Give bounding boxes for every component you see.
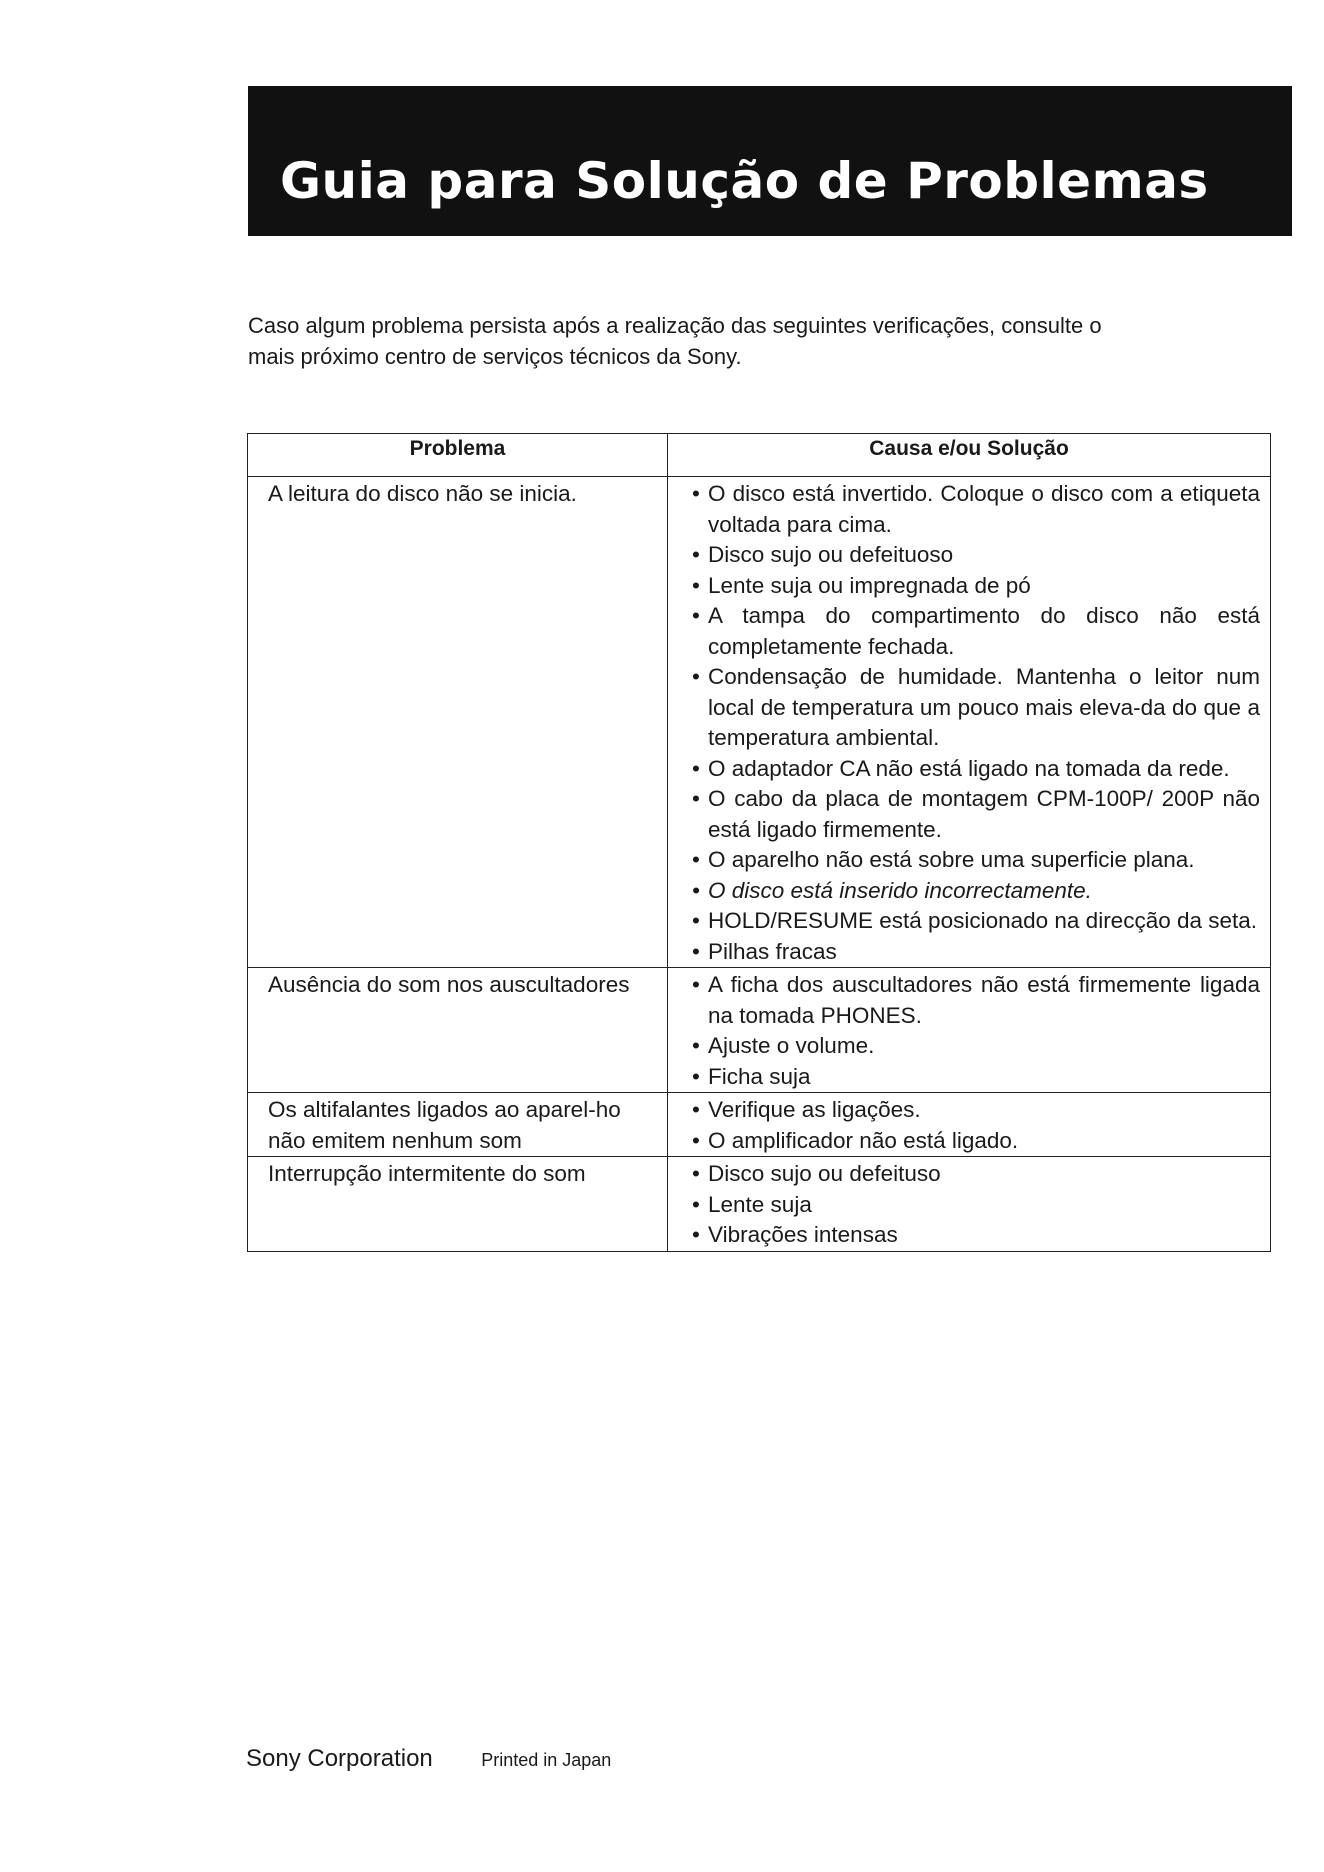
list-item: • A tampa do compartimento do disco não está completamente fechada. — [692, 601, 1260, 662]
solution-cell — [668, 477, 1271, 968]
list-item: • Verifique as ligações. — [692, 1095, 1260, 1126]
page-title: Guia para Solução de Problemas — [280, 152, 1209, 210]
solution-list — [692, 970, 1260, 1092]
list-item: • Lente suja ou impregnada de pó — [692, 571, 1260, 602]
list-item: • Pilhas fracas — [692, 937, 1260, 968]
troubleshooting-table — [247, 433, 1271, 1252]
header-problem: Problema — [248, 434, 668, 477]
table-row — [248, 968, 1271, 1093]
header-solution: Causa e/ou Solução — [668, 434, 1271, 477]
solution-cell — [668, 1157, 1271, 1252]
footer — [246, 1745, 611, 1773]
solution-list — [692, 1159, 1260, 1251]
table-header-row — [248, 434, 1271, 477]
table-row — [248, 1157, 1271, 1252]
list-item: • HOLD/RESUME está posicionado na direcção da seta. — [692, 906, 1260, 937]
solution-list — [692, 1095, 1260, 1156]
table-row — [248, 477, 1271, 968]
list-item: • Vibrações intensas — [692, 1220, 1260, 1251]
list-item: • O disco está invertido. Coloque o disco com a etiqueta voltada para cima. — [692, 479, 1260, 540]
list-item: • O cabo da placa de montagem CPM-100P/ 200P não está ligado firmemente. — [692, 784, 1260, 845]
list-item: • Disco sujo ou defeituoso — [692, 540, 1260, 571]
printed-note: Printed in Japan — [481, 1750, 612, 1770]
problem-cell: Interrupção intermitente do som — [248, 1157, 668, 1252]
list-item: • Condensação de humidade. Mantenha o leitor num local de temperatura um pouco mais eleva-da do que a temperatura ambiental. — [692, 662, 1260, 754]
table-row — [248, 1093, 1271, 1157]
company-name: Sony Corporation — [246, 1745, 433, 1772]
solution-list — [692, 479, 1260, 967]
problem-cell: Ausência do som nos auscultadores — [248, 968, 668, 1093]
intro-line-1: Caso algum problema persista após a realização das seguintes verificações, consulte o — [248, 313, 1102, 338]
list-item: • Lente suja — [692, 1190, 1260, 1221]
list-item: • Ficha suja — [692, 1062, 1260, 1093]
list-item: • O adaptador CA não está ligado na tomada da rede. — [692, 754, 1260, 785]
list-item: • O aparelho não está sobre uma superficie plana. — [692, 845, 1260, 876]
list-item: • A ficha dos auscultadores não está firmemente ligada na tomada PHONES. — [692, 970, 1260, 1031]
list-item: • O disco está inserido incorrectamente. — [692, 876, 1260, 907]
list-item: • Ajuste o volume. — [692, 1031, 1260, 1062]
solution-cell — [668, 968, 1271, 1093]
intro-line-2: mais próximo centro de serviços técnicos da Sony. — [248, 344, 742, 369]
intro-paragraph — [248, 310, 1288, 372]
list-item: • O amplificador não está ligado. — [692, 1126, 1260, 1157]
list-item: • Disco sujo ou defeituso — [692, 1159, 1260, 1190]
problem-cell: Os altifalantes ligados ao aparel-ho não emitem nenhum som — [248, 1093, 668, 1157]
solution-cell — [668, 1093, 1271, 1157]
problem-cell: A leitura do disco não se inicia. — [248, 477, 668, 968]
title-banner — [248, 86, 1292, 236]
